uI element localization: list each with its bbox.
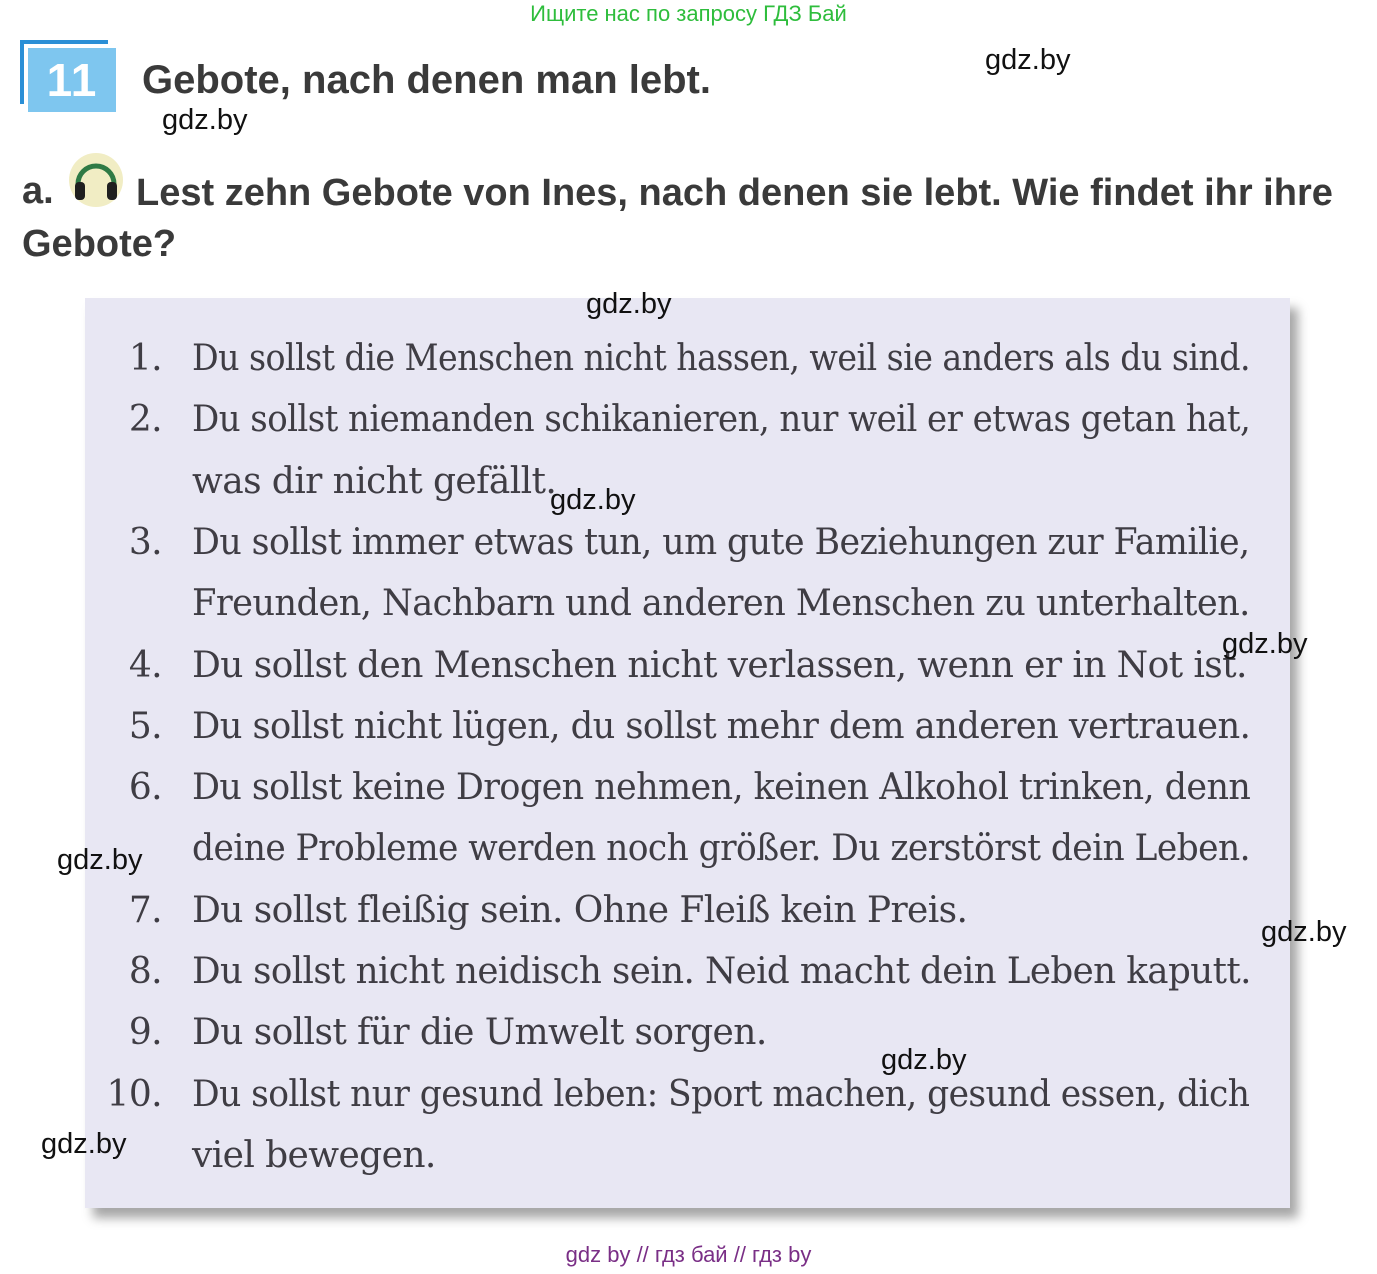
rule-number: 10. — [106, 1073, 162, 1115]
rule-text-line: Du sollst nicht neidisch sein. Neid macht dein Leben kaputt. — [192, 951, 1251, 992]
rule-number: 4. — [128, 644, 162, 686]
rule-number: 5. — [128, 705, 162, 747]
rule-text-line: Du sollst fleißig sein. Ohne Fleiß kein Preis. — [192, 889, 968, 931]
rule-text-line: viel bewegen. — [192, 1134, 436, 1176]
rule-text-line: Du sollst immer etwas tun, um gute Beziehungen zur Familie, — [192, 521, 1250, 563]
rule-number: 1. — [128, 338, 162, 379]
watermark: gdz.by — [41, 1128, 127, 1160]
footer: gdz by // гдз бай // гдз by — [565, 1242, 812, 1267]
watermark: gdz.by — [1222, 628, 1308, 660]
task-title: Gebote, nach denen man lebt. — [142, 58, 711, 102]
rule-text-line: was dir nicht gefällt. — [192, 460, 557, 502]
task-number: 11 — [28, 48, 116, 112]
rule-number: 2. — [128, 399, 162, 441]
watermark: gdz.by — [881, 1044, 967, 1076]
rule-text-line: Du sollst niemanden schikanieren, nur weil er etwas getan hat, — [192, 399, 1251, 441]
subtask-label: a. — [22, 170, 54, 212]
top-banner: Ищите нас по запросу ГДЗ Бай — [530, 1, 847, 26]
rule-text-line: deine Probleme werden noch größer. Du zerstörst dein Leben. — [192, 828, 1250, 870]
rule-number: 7. — [128, 889, 162, 931]
watermark: gdz.by — [586, 288, 672, 320]
rule-number: 3. — [128, 521, 162, 563]
rule-text-line: Du sollst den Menschen nicht verlassen, wenn er in Not ist. — [192, 644, 1247, 686]
rule-number: 8. — [128, 951, 162, 992]
rule-text-line: Du sollst nicht lügen, du sollst mehr dem anderen vertrauen. — [192, 705, 1251, 747]
rule-number: 9. — [128, 1012, 162, 1054]
watermark: gdz.by — [985, 44, 1071, 76]
rule-text-line: Du sollst die Menschen nicht hassen, weil sie anders als du sind. — [192, 338, 1251, 379]
watermark: gdz.by — [550, 484, 636, 516]
rule-text-line: Du sollst für die Umwelt sorgen. — [192, 1012, 767, 1054]
watermark: gdz.by — [1261, 916, 1347, 948]
rule-text-line: Du sollst nur gesund leben: Sport machen, gesund essen, dich — [192, 1073, 1250, 1115]
watermark: gdz.by — [57, 844, 143, 876]
rules-panel — [85, 298, 1290, 1208]
rule-text-line: Du sollst keine Drogen nehmen, keinen Alkohol trinken, denn — [192, 767, 1251, 809]
task-number-badge — [20, 40, 116, 112]
rule-number: 6. — [128, 767, 162, 809]
watermark: gdz.by — [162, 104, 248, 136]
subtask-instruction: Lest zehn Gebote von Ines, nach denen sie lebt. Wie findet ihr ihre Gebote? — [22, 172, 1333, 265]
rule-text-line: Freunden, Nachbarn und anderen Menschen zu unterhalten. — [192, 583, 1250, 625]
